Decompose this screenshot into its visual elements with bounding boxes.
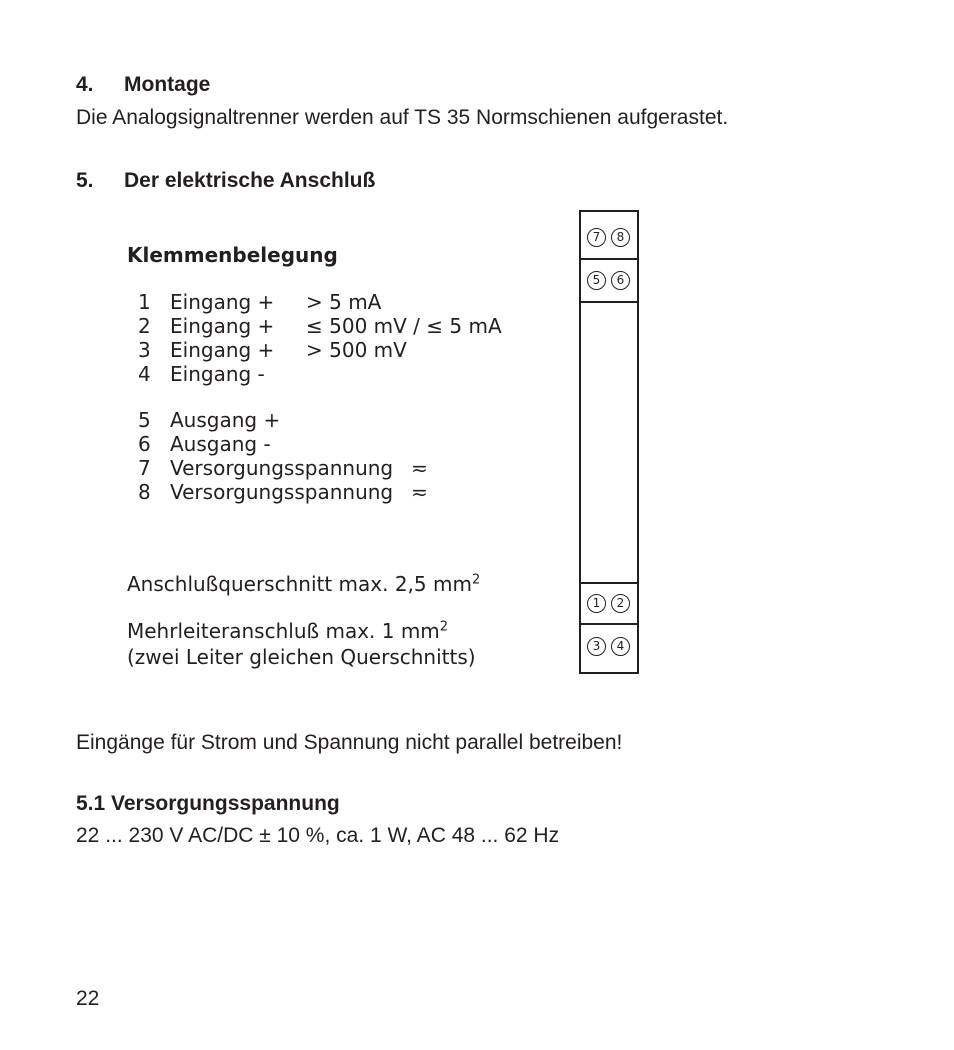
terminal-label: Ausgang - <box>170 432 271 456</box>
section-4-text: Die Analogsignaltrenner werden auf TS 35 Normschienen aufgerastet. <box>76 106 729 129</box>
terminal-7-icon: 7 <box>587 228 606 247</box>
terminal-8-icon: 8 <box>611 228 630 247</box>
terminal-row <box>138 314 502 338</box>
terminal-label: Eingang + <box>170 290 275 314</box>
parallel-warning: Eingänge für Strom und Spannung nicht parallel betreiben! <box>76 731 623 754</box>
section-5-1-text: 22 ... 230 V AC/DC ± 10 %, ca. 1 W, AC 48 ... 62 Hz <box>76 824 560 847</box>
section-5-title: Der elektrische Anschluß <box>124 169 376 192</box>
diagram-title: Klemmenbelegung <box>127 243 338 267</box>
terminal-row <box>138 408 306 432</box>
terminal-4-icon: 4 <box>611 637 630 656</box>
section-4-title: Montage <box>124 73 211 96</box>
terminal-1-icon: 1 <box>587 594 606 613</box>
terminal-row <box>138 290 381 314</box>
section-5-1-heading: 5.1 Versorgungsspannung <box>76 792 340 815</box>
multi-conductor-sup: 2 <box>439 619 449 635</box>
terminal-label: Eingang - <box>170 362 265 386</box>
multi-conductor-text: Mehrleiteranschluß max. 1 mm <box>127 619 440 643</box>
terminal-value: > 500 mV <box>306 338 407 362</box>
terminal-row <box>138 480 428 504</box>
block-divider <box>581 582 637 584</box>
terminal-row <box>138 432 306 456</box>
terminal-number: 5 <box>138 408 151 432</box>
ac-dc-symbol: ≂ <box>411 480 428 504</box>
section-5-heading <box>76 169 375 193</box>
terminal-row <box>138 362 306 386</box>
terminal-row <box>138 338 407 362</box>
cross-section-text: Anschlußquerschnitt max. 2,5 mm <box>127 572 472 596</box>
terminal-label: Eingang + <box>170 314 275 338</box>
device-block <box>579 210 639 674</box>
block-divider <box>581 301 637 303</box>
cross-section-note <box>127 572 480 596</box>
terminal-number: 8 <box>138 480 151 504</box>
terminal-3-icon: 3 <box>587 637 606 656</box>
terminal-row <box>138 456 428 480</box>
terminal-number: 6 <box>138 432 151 456</box>
section-5-number: 5. <box>76 169 94 192</box>
multi-conductor-condition: (zwei Leiter gleichen Querschnitts) <box>127 645 476 669</box>
terminal-label: Versorgungsspannung <box>170 480 394 504</box>
cross-section-sup: 2 <box>471 572 481 588</box>
terminal-label: Eingang + <box>170 338 275 362</box>
terminal-label: Versorgungsspannung <box>170 456 394 480</box>
section-4-number: 4. <box>76 73 94 96</box>
terminal-number: 7 <box>138 456 151 480</box>
terminal-number: 3 <box>138 338 151 362</box>
terminal-value: > 5 mA <box>306 290 382 314</box>
terminal-5-icon: 5 <box>587 271 606 290</box>
terminal-number: 1 <box>138 290 151 314</box>
block-divider <box>581 258 637 260</box>
terminal-6-icon: 6 <box>611 271 630 290</box>
terminal-number: 2 <box>138 314 151 338</box>
terminal-value: ≤ 500 mV / ≤ 5 mA <box>306 314 502 338</box>
ac-dc-symbol: ≂ <box>411 456 428 480</box>
section-4-heading <box>76 73 210 97</box>
multi-conductor-note <box>127 619 448 643</box>
block-divider <box>581 623 637 625</box>
page-number: 22 <box>76 987 100 1010</box>
terminal-label: Ausgang + <box>170 408 281 432</box>
terminal-number: 4 <box>138 362 151 386</box>
terminal-2-icon: 2 <box>611 594 630 613</box>
